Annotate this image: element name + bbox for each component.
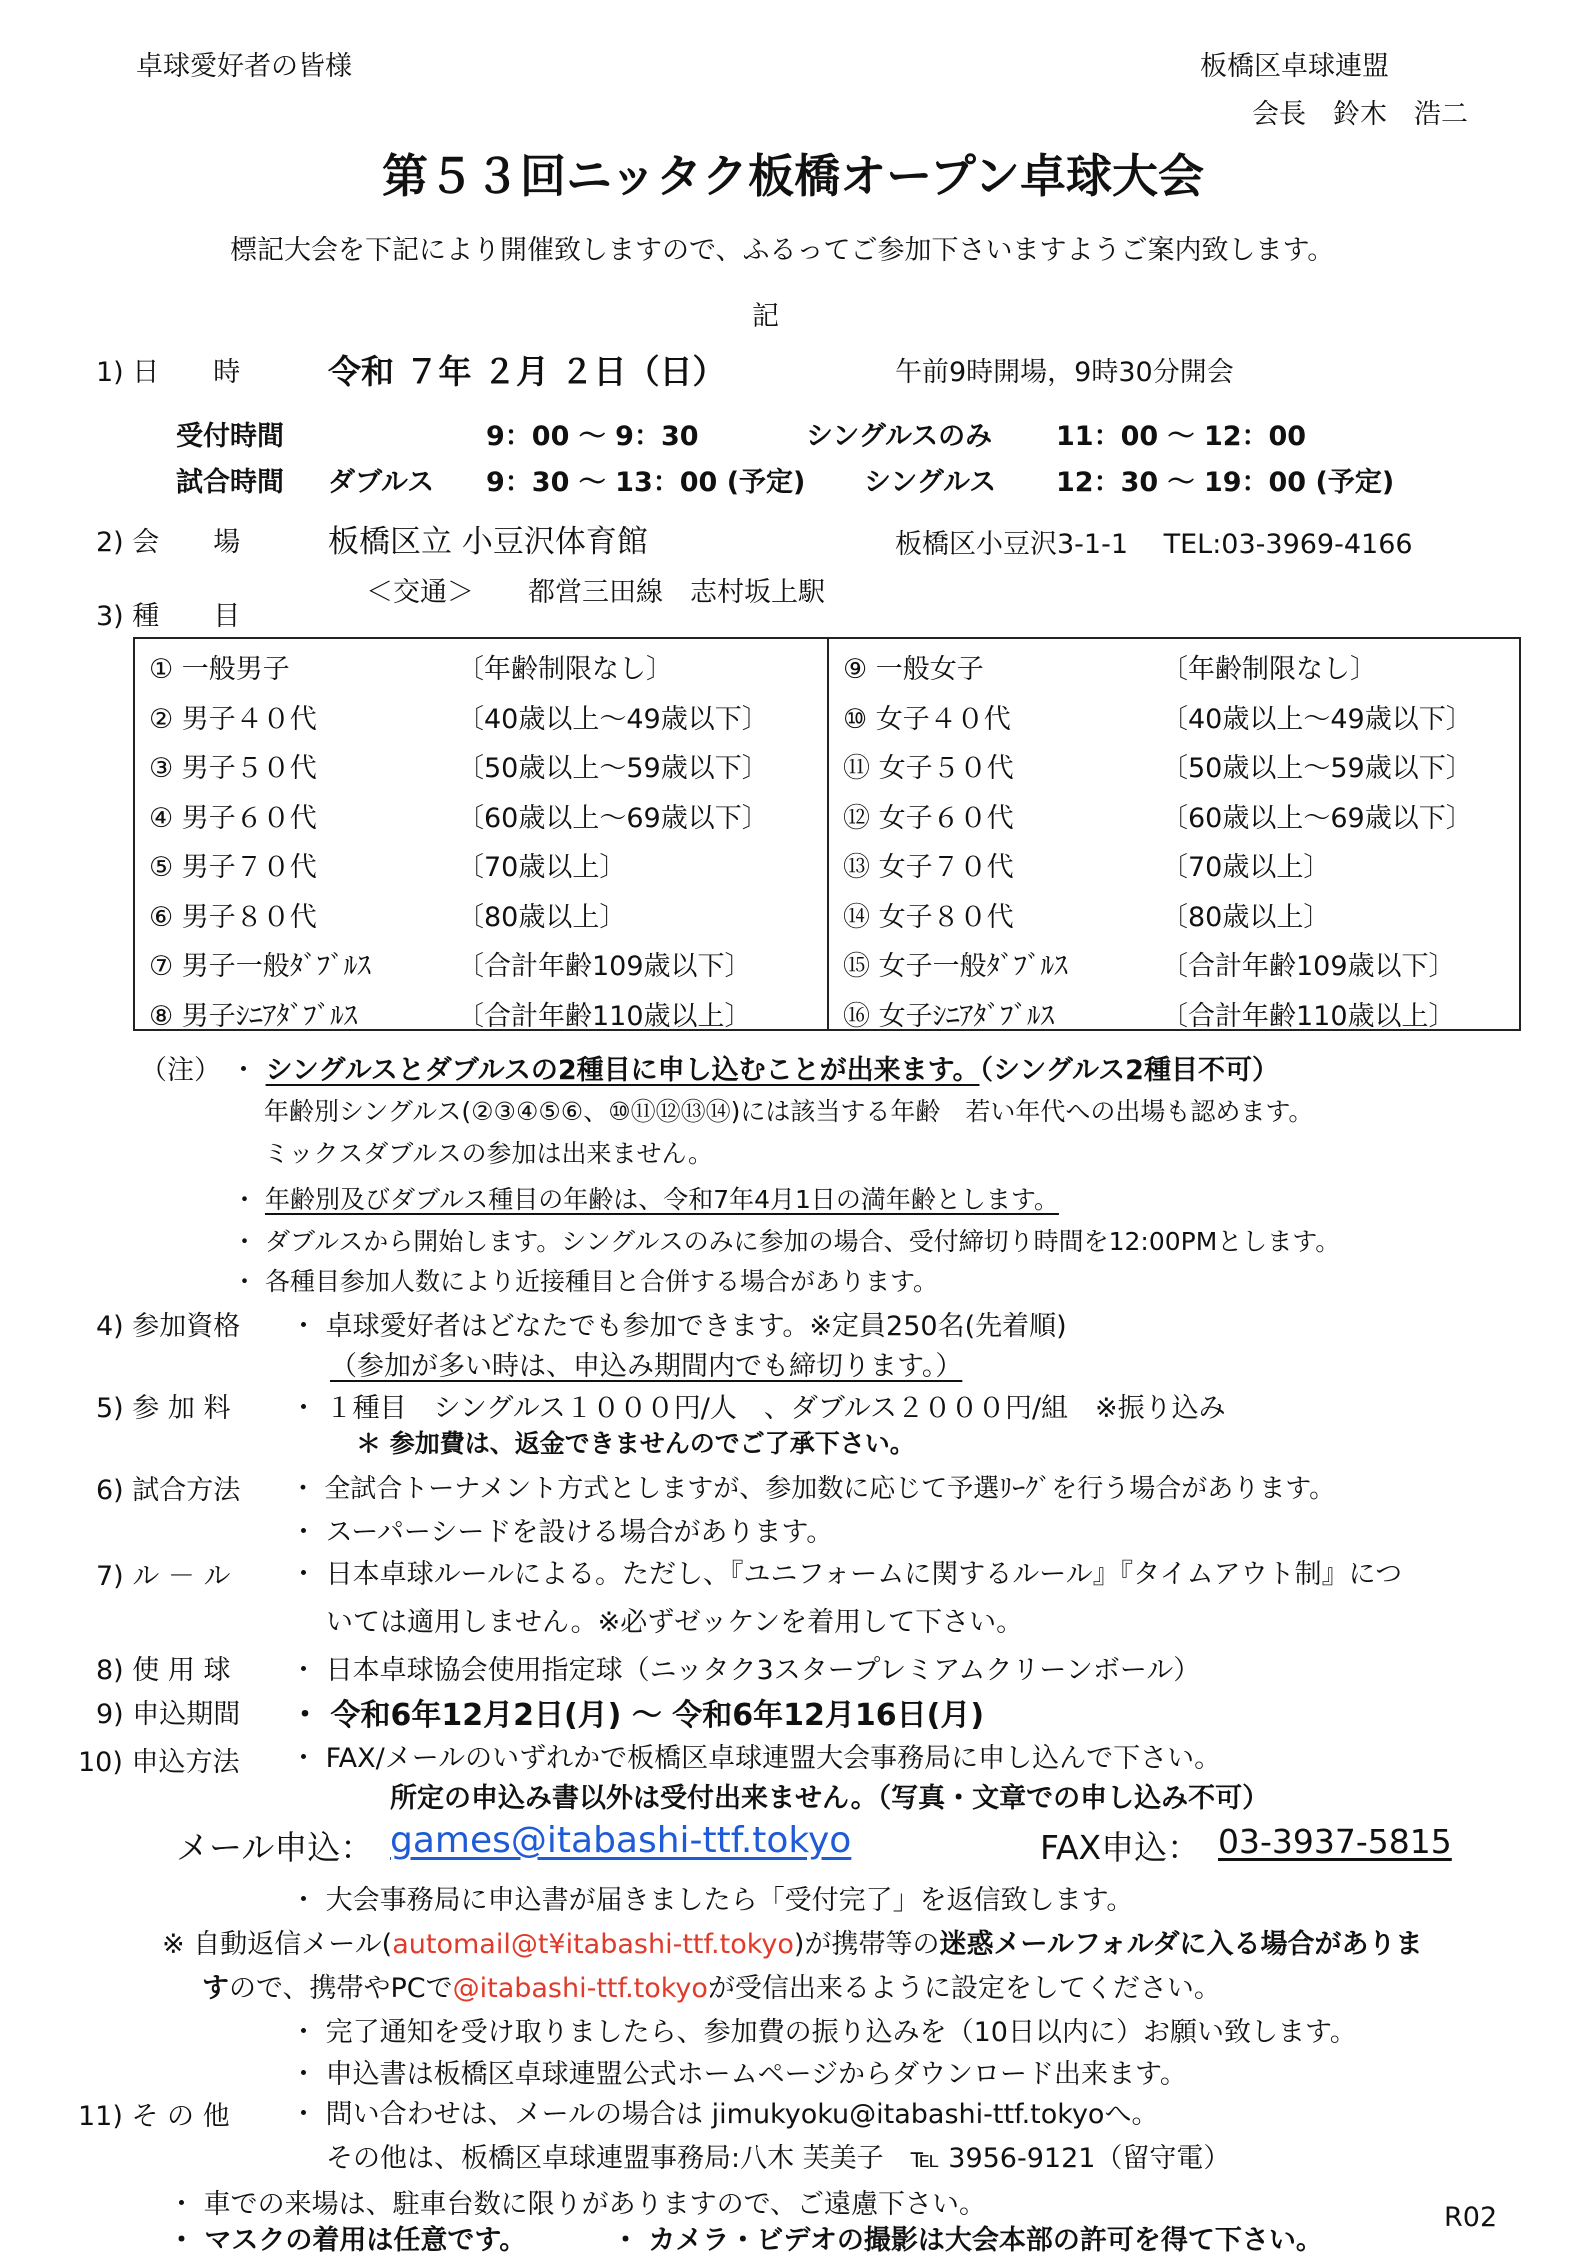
other-text: 問い合わせは、メールの場合は jimukyoku@itabashi-ttf.tokyoへ。 xyxy=(325,2099,1159,2130)
left-event-condition: 〔40歳以上～49歳以下〕 xyxy=(457,703,769,735)
right-event-name: ⑮ 女子一般ﾀﾞﾌﾞﾙｽ xyxy=(843,951,1068,982)
right-event-condition: 〔60歳以上～69歳以下〕 xyxy=(1161,802,1473,834)
ki-mark: 記 xyxy=(752,301,779,332)
period-text: 令和6年12月2日(月) ～ 令和6年12月16日(月) xyxy=(330,1698,985,1733)
apply-text-4: 完了通知を受け取りましたら、参加費の振り込みを（10日以内に）お願い致します。 xyxy=(325,2017,1357,2048)
note-3-text: ダブルスから開始します。シングルスのみに参加の場合、受付締切り時間を12:00PMとします。 xyxy=(264,1227,1341,1256)
section-label-apply: 10) 申込方法 xyxy=(78,1747,240,1778)
warning-line1 xyxy=(162,1922,1422,1961)
apply-line5: ・ 申込書は板橋区卓球連盟公式ホームページからダウンロード出来ます。 xyxy=(290,2059,1187,2090)
singles-only-label: シングルスのみ xyxy=(806,421,993,452)
section-label-datetime: 1) 日 時 xyxy=(96,357,241,388)
section-label-rules: 7) ル － ル xyxy=(96,1561,231,1592)
note-1-rest: （シングルス2種目不可） xyxy=(979,1055,1279,1086)
venue-name: 板橋区立 小豆沢体育館 xyxy=(328,524,648,560)
section-label-events: 3) 種 目 xyxy=(96,601,241,632)
match-time-label: 試合時間 xyxy=(176,467,284,498)
fee-line1: ・ １種目 シングルス１０００円/人 、ダブルス２０００円/組 ※振り込み xyxy=(290,1393,1226,1424)
left-event-name: ③ 男子５０代 xyxy=(149,753,317,784)
domain-highlight: @itabashi-ttf.tokyo xyxy=(452,1973,708,2004)
organizer: 板橋区卓球連盟 xyxy=(1200,51,1389,82)
warning-mid-2: ので、携帯やPCで xyxy=(229,1973,453,2004)
left-event-condition: 〔50歳以上～59歳以下〕 xyxy=(457,753,769,784)
rules-text: 日本卓球ルールによる。ただし、『ユニフォームに関するルール』『タイムアウト制』につ xyxy=(325,1559,1403,1590)
right-event-name: ⑨ 一般女子 xyxy=(843,654,984,685)
singles-label: シングルス xyxy=(864,467,997,498)
eligibility-line2: （参加が多い時は、申込み期間内でも締切ります。） xyxy=(330,1351,963,1382)
note-2-text: 年齢別及びダブルス種目の年齢は、令和7年4月1日の満年齢とします。 xyxy=(264,1185,1059,1214)
warning-bold-2: す xyxy=(202,1973,229,2004)
left-event-name: ② 男子４０代 xyxy=(149,703,317,735)
apply-line3: ・ 大会事務局に申込書が届きましたら「受付完了」を返信致します。 xyxy=(290,1885,1134,1916)
note-3: ・ ダブルスから開始します。シングルスのみに参加の場合、受付締切り時間を12:00PMとします。 xyxy=(232,1227,1341,1256)
right-event-condition: 〔70歳以上〕 xyxy=(1161,852,1331,883)
section-label-eligibility: 4) 参加資格 xyxy=(96,1311,241,1342)
note-1: ・ シングルスとダブルスの2種目に申し込むことが出来ます。（シングルス2種目不可） xyxy=(230,1055,1279,1086)
apply-text-3: 大会事務局に申込書が届きましたら「受付完了」を返信致します。 xyxy=(325,1885,1134,1916)
left-event-condition: 〔合計年齢109歳以下〕 xyxy=(457,951,752,982)
parking-note: ・ 車での来場は、駐車台数に限りがありますので、ご遠慮下さい。 xyxy=(168,2189,987,2220)
right-event-name: ⑬ 女子７０代 xyxy=(843,852,1014,883)
warning-prefix: ※ 自動返信メール( xyxy=(162,1929,393,1960)
left-event-name: ⑦ 男子一般ﾀﾞﾌﾞﾙｽ xyxy=(149,951,371,982)
right-event-condition: 〔合計年齢110歳以上〕 xyxy=(1161,1000,1456,1032)
reception-time: 9：00 ～ 9：30 xyxy=(486,421,699,452)
right-event-condition: 〔年齢制限なし〕 xyxy=(1161,654,1377,685)
warning-bold: 迷惑メールフォルダに入る場合がありま xyxy=(939,1929,1423,1960)
right-event-condition: 〔50歳以上～59歳以下〕 xyxy=(1161,753,1473,784)
reception-label: 受付時間 xyxy=(176,421,284,452)
section-label-venue: 2) 会 場 xyxy=(96,527,241,558)
note-2: ・ 年齢別及びダブルス種目の年齢は、令和7年4月1日の満年齢とします。 xyxy=(232,1185,1059,1214)
parking-text: 車での来場は、駐車台数に限りがありますので、ご遠慮下さい。 xyxy=(203,2189,987,2220)
intro-text: 標記大会を下記により開催致しますので、ふるってご参加下さいますようご案内致します。 xyxy=(230,235,1335,266)
camera-text: カメラ・ビデオの撮影は大会本部の許可を得て下さい。 xyxy=(648,2225,1323,2256)
note-4-text: 各種目参加人数により近接種目と合併する場合があります。 xyxy=(264,1267,938,1296)
method-text-2: スーパーシードを設ける場合があります。 xyxy=(325,1517,834,1548)
note-1-line3: ミックスダブルスの参加は出来ません。 xyxy=(264,1139,714,1168)
apply-line2: 所定の申込み書以外は受付出来ません。（写真・文章での申し込み不可） xyxy=(390,1783,1270,1814)
other-line2: その他は、板橋区卓球連盟事務局:八木 芙美子 ℡ 3956-9121（留守電） xyxy=(326,2143,1231,2174)
ball-text: 日本卓球協会使用指定球（ニッタク3スタープレミアムクリーンボール） xyxy=(325,1655,1201,1686)
note-4: ・ 各種目参加人数により近接種目と合併する場合があります。 xyxy=(232,1267,938,1296)
right-event-name: ⑪ 女子５０代 xyxy=(843,753,1014,784)
rules-line1: ・ 日本卓球ルールによる。ただし、『ユニフォームに関するルール』『タイムアウト制』につ xyxy=(290,1559,1403,1590)
doubles-label: ダブルス xyxy=(328,467,435,498)
eligibility-line1: ・ 卓球愛好者はどなたでも参加できます。※定員250名(先着順) xyxy=(290,1311,1067,1342)
left-event-name: ⑧ 男子ｼﾆｱﾀﾞﾌﾞﾙｽ xyxy=(149,1000,358,1032)
method-line1: ・ 全試合トーナメント方式としますが、参加数に応じて予選ﾘｰｸﾞを行う場合があります。 xyxy=(290,1474,1336,1504)
singles-only-time: 11：00 ～ 12：00 xyxy=(1056,421,1307,452)
left-event-condition: 〔70歳以上〕 xyxy=(457,852,627,883)
automail-address: automail@t¥itabashi-ttf.tokyo xyxy=(392,1929,794,1960)
method-line2: ・ スーパーシードを設ける場合があります。 xyxy=(290,1517,834,1548)
left-event-name: ① 一般男子 xyxy=(149,654,290,685)
other-line1: ・ 問い合わせは、メールの場合は jimukyoku@itabashi-ttf.tokyoへ。 xyxy=(290,2099,1159,2130)
apply-line1: ・ FAX/メールのいずれかで板橋区卓球連盟大会事務局に申し込んで下さい。 xyxy=(290,1743,1222,1774)
left-event-condition: 〔80歳以上〕 xyxy=(457,901,627,933)
fax-label: FAX申込： xyxy=(1040,1828,1201,1867)
doubles-time: 9：30 ～ 13：00 (予定) xyxy=(486,467,806,498)
method-text: 全試合トーナメント方式としますが、参加数に応じて予選ﾘｰｸﾞを行う場合があります。 xyxy=(324,1474,1336,1504)
period-line1: ・ 令和6年12月2日(月) ～ 令和6年12月16日(月) xyxy=(290,1698,985,1733)
venue-access: ＜交通＞ 都営三田線 志村坂上駅 xyxy=(366,577,825,608)
warning-line2 xyxy=(202,1966,1221,2005)
president: 会長 鈴木 浩二 xyxy=(1252,99,1468,130)
apply-text: FAX/メールのいずれかで板橋区卓球連盟大会事務局に申し込んで下さい。 xyxy=(325,1743,1222,1774)
right-event-condition: 〔80歳以上〕 xyxy=(1161,901,1331,933)
mail-link[interactable]: games@itabashi-ttf.tokyo xyxy=(390,1820,852,1861)
note-1-underlined: シングルスとダブルスの2種目に申し込むことが出来ます。 xyxy=(265,1055,980,1086)
left-event-name: ④ 男子６０代 xyxy=(149,802,317,834)
page-title: 第５３回ニッタク板橋オープン卓球大会 xyxy=(381,149,1205,203)
events-divider xyxy=(827,639,829,1029)
section-label-method: 6) 試合方法 xyxy=(96,1475,241,1506)
mail-label: メール申込： xyxy=(176,1828,374,1867)
fee-line2: ＊ 参加費は、返金できませんのでご了承下さい。 xyxy=(356,1429,915,1458)
section-label-period: 9) 申込期間 xyxy=(96,1699,241,1730)
right-event-name: ⑭ 女子８０代 xyxy=(843,901,1014,933)
camera-note: ・ カメラ・ビデオの撮影は大会本部の許可を得て下さい。 xyxy=(612,2225,1323,2256)
event-date: 令和 ７年 ２月 ２日（日） xyxy=(328,352,726,391)
left-event-condition: 〔60歳以上～69歳以下〕 xyxy=(457,802,769,834)
apply-text-5: 申込書は板橋区卓球連盟公式ホームページからダウンロード出来ます。 xyxy=(325,2059,1187,2090)
notes-label: （注） xyxy=(140,1055,221,1086)
apply-line4: ・ 完了通知を受け取りましたら、参加費の振り込みを（10日以内に）お願い致します。 xyxy=(290,2017,1357,2048)
warning-suffix: が受信出来るように設定をしてください。 xyxy=(707,1973,1221,2004)
section-label-ball: 8) 使 用 球 xyxy=(96,1655,231,1686)
left-event-name: ⑥ 男子８０代 xyxy=(149,901,317,933)
note-1-line2: 年齢別シングルス(②③④⑤⑥、⑩⑪⑫⑬⑭)には該当する年齢 若い年代への出場も認めます。 xyxy=(264,1097,1314,1126)
right-event-name: ⑯ 女子ｼﾆｱﾀﾞﾌﾞﾙｽ xyxy=(843,1000,1055,1032)
section-label-other: 11) そ の 他 xyxy=(78,2101,230,2132)
venue-address: 板橋区小豆沢3-1-1 TEL:03-3969-4166 xyxy=(895,529,1413,560)
right-event-name: ⑫ 女子６０代 xyxy=(843,802,1014,834)
ball-line1: ・ 日本卓球協会使用指定球（ニッタク3スタープレミアムクリーンボール） xyxy=(290,1655,1201,1686)
addressee: 卓球愛好者の皆様 xyxy=(136,51,352,82)
fee-text: １種目 シングルス１０００円/人 、ダブルス２０００円/組 ※振り込み xyxy=(325,1393,1226,1424)
left-event-condition: 〔合計年齢110歳以上〕 xyxy=(457,1000,752,1032)
right-event-condition: 〔40歳以上～49歳以下〕 xyxy=(1161,703,1473,735)
fax-number: 03-3937-5815 xyxy=(1218,1822,1452,1861)
document-code: R02 xyxy=(1444,2202,1498,2233)
open-time: 午前9時開場，9時30分開会 xyxy=(895,357,1234,388)
singles-time: 12：30 ～ 19：00 (予定) xyxy=(1056,467,1395,498)
mask-note: ・ マスクの着用は任意です。 xyxy=(168,2225,527,2256)
rules-line2: いては適用しません。※必ずゼッケンを着用して下さい。 xyxy=(326,1607,1024,1638)
warning-mid: )が携帯等の xyxy=(793,1929,940,1960)
left-event-condition: 〔年齢制限なし〕 xyxy=(457,654,673,685)
left-event-name: ⑤ 男子７０代 xyxy=(149,852,317,883)
events-table xyxy=(133,637,1521,1031)
mask-text: マスクの着用は任意です。 xyxy=(204,2225,527,2256)
section-label-fee: 5) 参 加 料 xyxy=(96,1393,231,1424)
right-event-name: ⑩ 女子４０代 xyxy=(843,703,1011,735)
eligibility-text: 卓球愛好者はどなたでも参加できます。※定員250名(先着順) xyxy=(325,1311,1067,1342)
right-event-condition: 〔合計年齢109歳以下〕 xyxy=(1161,951,1456,982)
